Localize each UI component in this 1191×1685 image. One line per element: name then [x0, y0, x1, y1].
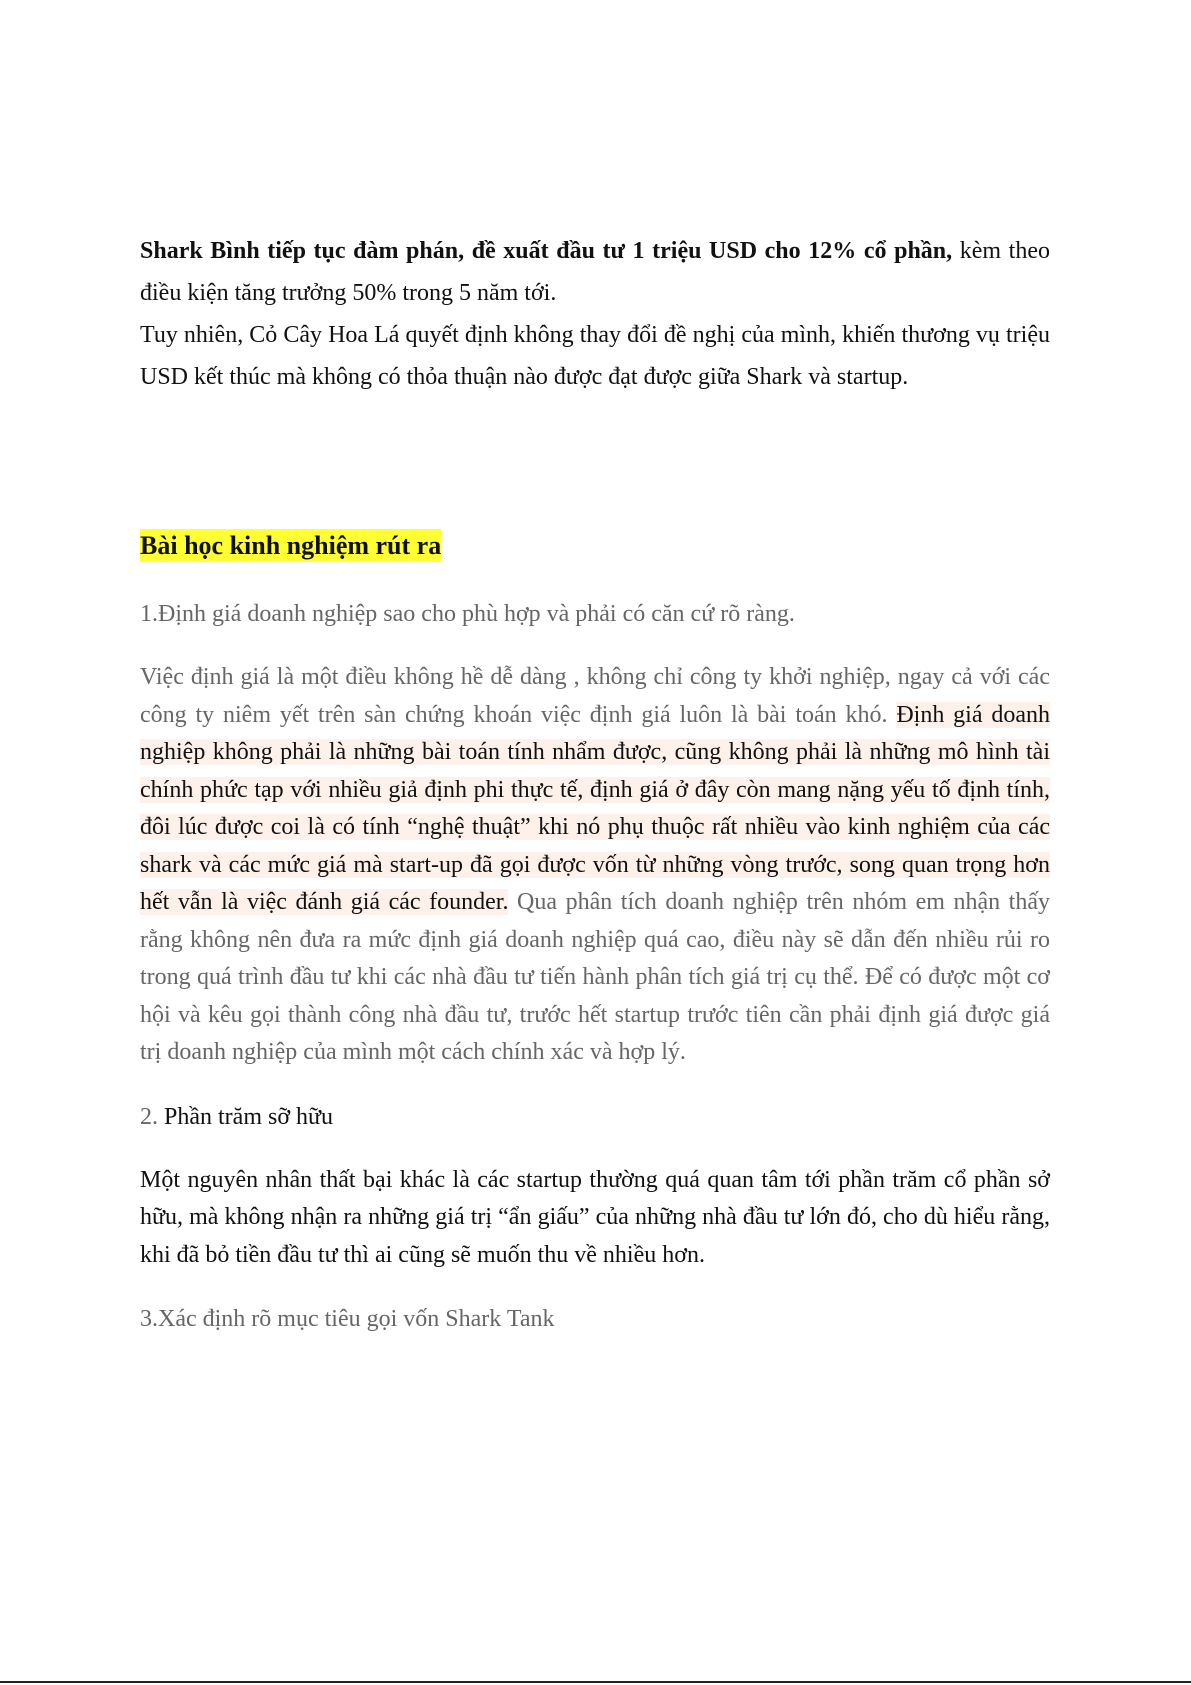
intro-second-paragraph: Tuy nhiên, Cỏ Cây Hoa Lá quyết định không thay đổi đề nghị của mình, khiến thương vụ triệu USD kết thúc mà không có thỏa thuận nào được đạt được giữa Shark và startup. [140, 322, 1050, 390]
section-heading-wrap [140, 526, 1050, 567]
lesson2-body: Một nguyên nhân thất bại khác là các startup thường quá quan tâm tới phần trăm cổ phần sở hữu, mà không nhận ra những giá trị “ẩn giấu” của những nhà đầu tư lớn đó, cho dù hiểu rằng, khi đã bỏ tiền đầu tư thì ai cũng sẽ muốn thu về nhiều hơn. [140, 1166, 1050, 1268]
lesson1-body [140, 659, 1050, 1072]
lesson1-part2: Qua phân tích doanh nghiệp trên nhóm em nhận thấy rằng không nên đưa ra mức định giá doanh nghiệp quá cao, điều này sẽ dẫn đến nhiều rủi ro trong quá trình đầu tư khi các nhà đầu tư tiến hành phân tích giá trị cụ thể. Để có được một cơ hội và kêu gọi thành công nhà đầu tư, trước hết startup trước tiên cần phải định giá được giá trị doanh nghiệp của mình một cách chính xác và hợp lý. [140, 889, 1050, 1065]
lesson1-part1: Việc định giá là một điều không hề dễ dàng , không chỉ công ty khởi nghiệp, ngay cả với các công ty niêm yết trên sàn chứng khoán việc định giá luôn là bài toán khó. [140, 664, 1050, 728]
lesson2-title: Phần trăm sỡ hữu [164, 1103, 334, 1130]
lesson2-number: 2. [140, 1103, 164, 1130]
lesson2-heading [140, 1100, 1050, 1134]
intro-bold-text: Shark Bình tiếp tục đàm phán, đề xuất đầu tư 1 triệu USD cho 12% cổ phần, [140, 238, 953, 264]
lesson1-title: 1.Định giá doanh nghiệp sao cho phù hợp và phải có căn cứ rõ ràng. [140, 601, 795, 627]
page-bottom-rule [0, 1681, 1191, 1683]
lesson1-highlighted: Định giá doanh nghiệp không phải là những bài toán tính nhẩm được, cũng không phải là những mô hình tài chính phức tạp với nhiều giả định phi thực tế, định giá ở đây còn mang nặng yếu tố định tính, đôi lúc được coi là có tính “nghệ thuật” khi nó phụ thuộc rất nhiều vào kinh nghiệm của các shark và các mức giá mà start-up đã gọi được vốn từ những vòng trước, song quan trọng hơn hết vẫn là việc đánh giá các founder. [140, 701, 1050, 915]
document-content [140, 230, 1050, 1336]
section-heading: Bài học kinh nghiệm rút ra [140, 531, 442, 560]
intro-paragraph [140, 230, 1050, 314]
intro-continuation: kèm theo điều kiện tăng trưởng 50% trong 5 năm tới. [140, 238, 1050, 306]
lesson3-title: 3.Xác định rõ mục tiêu gọi vốn Shark Tank [140, 1306, 555, 1332]
